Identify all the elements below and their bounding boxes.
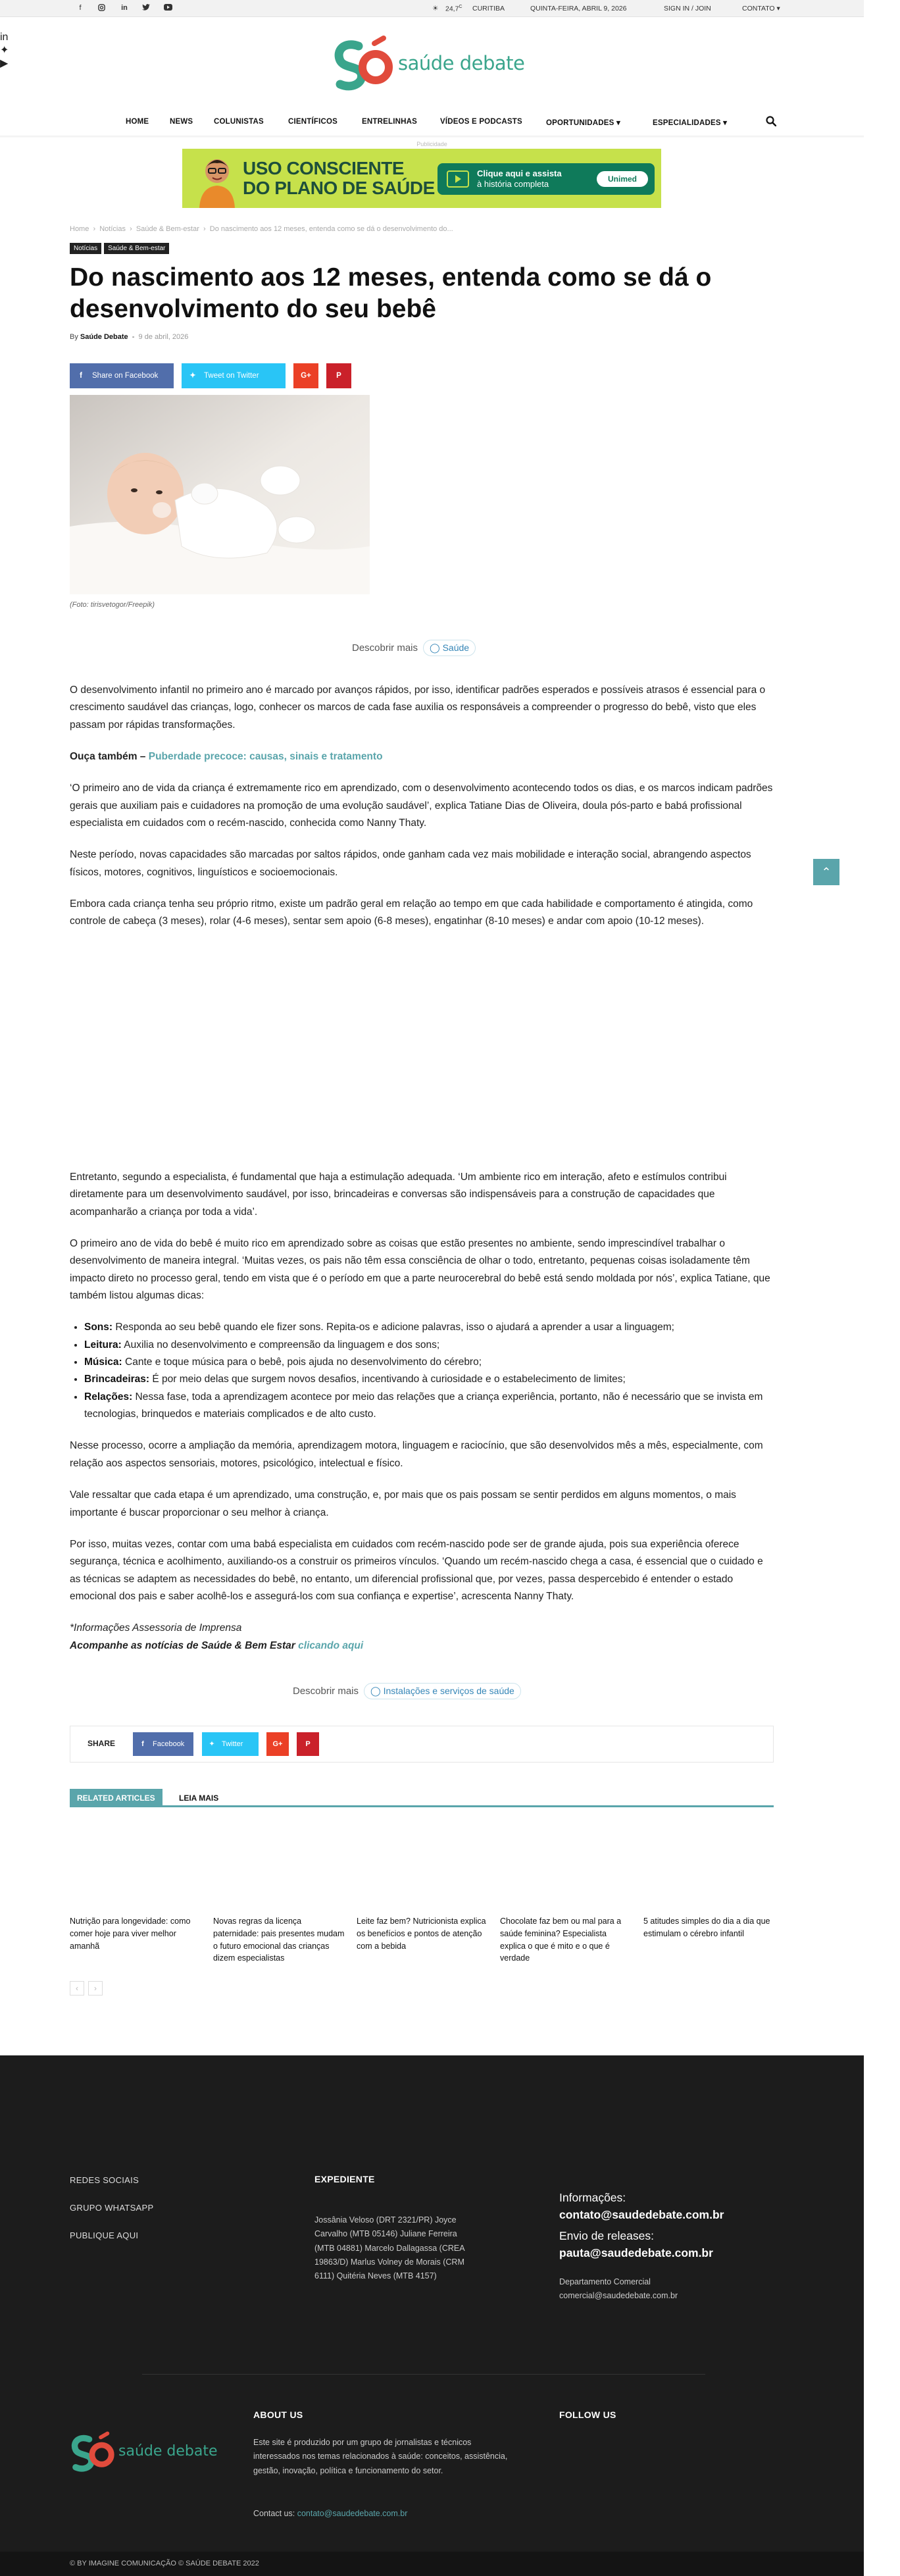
article-body-part1	[70, 682, 774, 945]
image-caption: (Foto: tirisvetogor/Freepik)	[70, 601, 155, 609]
paragraph: Por isso, muitas vezes, contar com uma babá especialista em cuidados com recém-nascido pode ser de grande ajuda, pois sua experiência oferece segurança, técnica e acolhimento, auxiliando-os a construir os primeiros vínculos. ‘Quando um recém-nascido chega a casa, é essencial que o cuidado e as técnicas se adaptem as necessidades do bebê, no entanto, um diferencial profissional que, por vezes, passa despercebido é entender o estado emocional dos pais e saber acolhê-los e assegurá-los com sua confiança e expertise’, acrescenta Nanny Thaty.	[70, 1538, 763, 1602]
search-icon[interactable]	[766, 116, 776, 128]
footer-youtube-icon[interactable]: ▶	[0, 58, 9, 69]
nav-home[interactable]: HOME	[126, 118, 149, 126]
related-tabs	[70, 1789, 774, 1807]
info-label: Informações:	[559, 2191, 626, 2204]
nav-cientificos[interactable]: CIENTÍFICOS	[288, 118, 338, 126]
nav-oportunidades[interactable]: OPORTUNIDADES ▾	[546, 119, 620, 127]
twitter-icon[interactable]	[141, 4, 151, 13]
category-tag[interactable]: Notícias	[70, 243, 101, 254]
paragraph: Neste período, novas capacidades são marcadas por saltos rápidos, onde ganham cada vez mais mobilidade e interação social, abrangendo aspectos físicos, motores, cognitivos, linguísticos e socioemocionais.	[70, 849, 751, 878]
chevron-down-icon: ▾	[616, 119, 620, 127]
commercial-email[interactable]: comercial@saudedebate.com.br	[559, 2291, 678, 2300]
discover-tag-button[interactable]: ◯ Saúde	[423, 640, 476, 656]
copyright: © BY IMAGINE COMUNICAÇÃO © SAÚDE DEBATE 2022	[0, 2552, 864, 2576]
share-facebook-button-bottom[interactable]: f Facebook	[133, 1732, 193, 1756]
ad-label: Publicidade	[416, 141, 447, 147]
current-date: QUINTA-FEIRA, ABRIL 9, 2026	[530, 5, 627, 13]
baby-photo-illustration	[70, 395, 370, 594]
share-pinterest-button[interactable]	[326, 363, 351, 388]
breadcrumb: Home › Notícias › Saúde & Bem-estar › Do nascimento aos 12 meses, entenda como se dá o desenvolvimento do...	[70, 225, 453, 233]
top-bar	[0, 0, 864, 17]
pinterest-icon: P	[336, 372, 341, 380]
related-article[interactable]: Leite faz bem? Nutricionista explica os benefícios e pontos de atenção com a bebida	[357, 1917, 486, 1951]
paragraph: Nesse processo, ocorre a ampliação da memória, aprendizagem motora, linguagem e raciocínio, que são desenvolvidos mês a mês, especialmente, com relação aos aspectos sensoriais, motores, psicológico, intelectual e físico.	[70, 1440, 763, 1469]
category-tags	[70, 242, 172, 254]
paragraph: Embora cada criança tenha seu próprio ritmo, existe um padrão geral em relação ao tempo em que cada habilidade e comportamento é atingida, como controle de cabeça (3 meses), rolar (4-6 meses), sentar sem apoio (6-8 meses), engatinhar (8-10 meses) e andar com apoio (10-12 meses).	[70, 898, 753, 927]
list-item: • Brincadeiras: É por meio delas que surgem novos desafios, incentivando à curiosidade e o estabelecimento de limites;	[84, 1371, 774, 1388]
tab-leia-mais[interactable]: LEIA MAIS	[179, 1793, 219, 1803]
share-pinterest-button-bottom[interactable]: P	[297, 1732, 319, 1756]
list-item: • Leitura: Auxilia no desenvolvimento e compreensão da linguagem e dos sons;	[84, 1337, 774, 1354]
info-email[interactable]: contato@saudedebate.com.br	[559, 2208, 724, 2221]
nav-especialidades[interactable]: ESPECIALIDADES ▾	[653, 119, 728, 127]
related-article[interactable]: 5 atitudes simples do dia a dia que estimulam o cérebro infantil	[643, 1917, 770, 1938]
contact-us: Contact us: contato@saudedebate.com.br	[253, 2509, 408, 2518]
expediente-text: Jossânia Veloso (DRT 2321/PR) Joyce Carvalho (MTB 05146) Juliane Ferreira (MTB 04881) Marcelo Dallagassa (CREA 19863/D) Marlus Volney de Morais (CRM 6111) Quitéria Neves (MTB 4157)	[314, 2215, 464, 2280]
listen-also: Ouça também – Puberdade precoce: causas, sinais e tratamento	[70, 751, 383, 763]
nav-colunistas[interactable]: COLUNISTAS	[214, 118, 264, 126]
paragraph: Entretanto, segundo a especialista, é fundamental que haja a estimulação adequada. ‘Um ambiente rico em interação, afeto e estímulos contribui diretamente para um desenvolvimento saudável, por isso, brincadeiras e conversas são indispensáveis para a construção de capacidades que acompanharão a criança por toda a vida’.	[70, 1172, 727, 1218]
list-item: • Música: Cante e toque música para o bebê, pois ajuda no desenvolvimento do cérebro;	[84, 1354, 774, 1371]
ad-sponsor-logo: Unimed	[597, 171, 648, 187]
twitter-icon: ✦	[209, 1740, 215, 1748]
listen-also-link[interactable]: Puberdade precoce: causas, sinais e tratamento	[148, 751, 383, 763]
facebook-icon: f	[80, 372, 82, 380]
paragraph: O primeiro ano de vida do bebê é muito rico em aprendizado sobre as coisas que estão presentes no ambiente, sendo imprescindível trabalhar o desenvolvimento de maneira integral. ‘Muitas vezes, os pais não têm essa consciência de olhar o todo, entretanto, pequenas coisas isoladamente têm impacto direto no processo geral, tendo em vista que é o período em que a parte neurocerebral do bebê está sendo moldada por nós’, explica Tatiane, que também listou algumas dicas:	[70, 1238, 770, 1302]
google-plus-icon: G+	[301, 372, 311, 380]
breadcrumb-noticias[interactable]: Notícias	[99, 225, 126, 233]
ad-cta-line1: Clique aqui e assista	[477, 168, 562, 178]
play-video-icon	[447, 170, 469, 188]
share-twitter-button-bottom[interactable]: ✦ Twitter	[202, 1732, 259, 1756]
footer-link-publique[interactable]: PUBLIQUE AQUI	[70, 2230, 139, 2240]
tips-list	[84, 1319, 774, 1423]
footer-logo-text: saúde debate	[118, 2443, 218, 2460]
footer-divider	[142, 2374, 705, 2375]
chevron-down-icon: ▾	[723, 119, 728, 127]
ad-headline: USO CONSCIENTE DO PLANO DE SAÚDE	[243, 158, 435, 198]
paragraph: O desenvolvimento infantil no primeiro ano é marcado por avanços rápidos, por isso, identificar padrões esperados e possíveis atrasos é essencial para o crescimento saudável das crianças, logo, conhecer os marcos de cada fase auxilia os responsáveis a compreender o progresso do bebê, visto que eles passam por rápidas transformações.	[70, 684, 766, 731]
footer-linkedin-icon[interactable]: in	[0, 32, 9, 43]
ad-cta-line2: à história completa	[477, 179, 549, 190]
paragraph: ‘O primeiro ano de vida da criança é extremamente rico em aprendizado, com o desenvolvimento acontecendo todos os dias, e os marcos indicam padrões gerais que auxiliam pais e cuidadores na promoção de uma evolução saudável’, explica Tatiane Dias de Oliveira, doula pós-parto e babá profissional especialista em cuidados com o recém-nascido, conhecida como Nanny Thaty.	[70, 783, 773, 829]
tab-related-articles[interactable]: RELATED ARTICLES	[70, 1789, 162, 1807]
discover-more: Descobrir mais ◯ Saúde	[352, 640, 476, 656]
author-link[interactable]: Saúde Debate	[80, 333, 128, 341]
list-item: • Relações: Nessa fase, toda a aprendizagem acontece por meio das relações que a criança experiência, portanto, não é necessário que se invista em tecnologias, brinquedos e materiais complicados e de alto custo.	[84, 1389, 774, 1424]
share-bar	[70, 1726, 774, 1763]
publish-date: 9 de abril, 2026	[138, 333, 189, 341]
category-tag[interactable]: Saúde & Bem-estar	[104, 243, 169, 254]
nav-videos-podcasts[interactable]: VÍDEOS E PODCASTS	[440, 118, 522, 126]
share-label: SHARE	[88, 1739, 116, 1748]
search-icon: ◯	[370, 1686, 381, 1696]
about-text: Este site é produzido por um grupo de jornalistas e técnicos interessados nos temas relacionados à saúde: conceitos, assistência, gestão, inovação, política e funcionamento do setor.	[253, 2438, 508, 2475]
ad-banner[interactable]	[182, 149, 661, 208]
breadcrumb-home[interactable]: Home	[70, 225, 89, 233]
contact-us-email[interactable]: contato@saudedebate.com.br	[297, 2509, 408, 2518]
search-icon: ◯	[430, 642, 440, 653]
article-body-part2	[70, 1169, 774, 1655]
next-page-button[interactable]: ›	[88, 1981, 103, 1996]
paragraph: Vale ressaltar que cada etapa é um aprendizado, uma construção, e, por mais que os pais possam se sentir perdidos em alguns momentos, o mais importante é buscar proporcionar o seu melhor à criança.	[70, 1489, 736, 1518]
related-article[interactable]: Chocolate faz bem ou mal para a saúde feminina? Especialista explica o que é mito e o que é verdade	[500, 1917, 622, 1963]
prev-page-button[interactable]: ‹	[70, 1981, 84, 1996]
breadcrumb-saude[interactable]: Saúde & Bem-estar	[136, 225, 199, 233]
youtube-icon[interactable]	[163, 4, 172, 13]
footer-link-whatsapp[interactable]: GRUPO WHATSAPP	[70, 2203, 154, 2213]
commercial-label: Departamento Comercial	[559, 2277, 651, 2286]
share-googleplus-button-bottom[interactable]: G+	[266, 1732, 289, 1756]
discover-more-2: Descobrir mais ◯ Instalações e serviços de saúde	[293, 1683, 521, 1699]
logo-mark	[332, 34, 395, 93]
share-googleplus-button[interactable]	[293, 363, 318, 388]
share-facebook-button[interactable]: f Share on Facebook	[70, 363, 174, 388]
footer-twitter-icon[interactable]: ✦	[0, 45, 9, 56]
weather-icon: ☀	[432, 5, 439, 13]
follow-link[interactable]: clicando aqui	[298, 1639, 364, 1651]
breadcrumb-current: Do nascimento aos 12 meses, entenda como se dá o desenvolvimento do...	[209, 225, 453, 233]
list-item: • Sons: Responda ao seu bebê quando ele fizer sons. Repita-os e adicione palavras, isso o ajudará a aprender a usar a linguagem;	[84, 1319, 774, 1336]
linkedin-icon[interactable]: in	[121, 4, 128, 12]
expediente-title: EXPEDIENTE	[314, 2174, 375, 2184]
related-article[interactable]: Nutrição para longevidade: como comer hoje para viver melhor amanhã	[70, 1917, 191, 1951]
footer-logo[interactable]	[70, 2431, 218, 2477]
weather-city: CURITIBA	[472, 5, 505, 13]
nav-entrelinhas[interactable]: ENTRELINHAS	[362, 118, 417, 126]
main-nav	[0, 111, 864, 134]
twitter-icon: ✦	[189, 372, 196, 380]
contact-link[interactable]: CONTATO ▾	[742, 5, 780, 13]
follow-note: Acompanhe as notícias de Saúde & Bem Estar clicando aqui	[70, 1639, 364, 1651]
related-article[interactable]: Novas regras da licença paternidade: pais presentes mudam o futuro emocional das crianças dizem especialistas	[213, 1917, 345, 1963]
ad-cta-box[interactable]	[438, 163, 655, 195]
article-title: Do nascimento aos 12 meses, entenda como se dá o desenvolvimento do seu bebê	[70, 263, 712, 324]
nav-divider	[0, 136, 864, 138]
logo-text: saúde debate	[398, 52, 525, 74]
follow-title: FOLLOW US	[559, 2409, 616, 2420]
nav-news[interactable]: NEWS	[170, 118, 193, 126]
site-logo[interactable]	[332, 34, 530, 93]
facebook-icon: f	[141, 1740, 144, 1748]
share-twitter-button[interactable]: ✦ Tweet on Twitter	[182, 363, 286, 388]
article-image	[70, 395, 370, 594]
back-to-top-button[interactable]: ⌃	[813, 859, 839, 885]
weather-temp: $24,7^C$	[445, 5, 463, 13]
article-meta: By Saúde Debate - 9 de abril, 2026	[70, 333, 189, 341]
logo-mark	[70, 2431, 116, 2474]
instagram-icon[interactable]	[97, 4, 106, 13]
ad-character-illustration	[194, 149, 240, 208]
facebook-icon[interactable]: f	[79, 4, 82, 12]
release-email[interactable]: pauta@saudedebate.com.br	[559, 2246, 713, 2259]
release-label: Envio de releases:	[559, 2229, 654, 2242]
sign-in-link[interactable]: SIGN IN / JOIN	[664, 5, 711, 13]
footer-link-redes[interactable]: REDES SOCIAIS	[70, 2175, 139, 2185]
about-title: ABOUT US	[253, 2409, 303, 2420]
press-note: *Informações Assessoria de Imprensa	[70, 1622, 242, 1634]
discover-tag-button-2[interactable]: ◯ Instalações e serviços de saúde	[364, 1683, 521, 1699]
footer	[0, 2055, 864, 2552]
